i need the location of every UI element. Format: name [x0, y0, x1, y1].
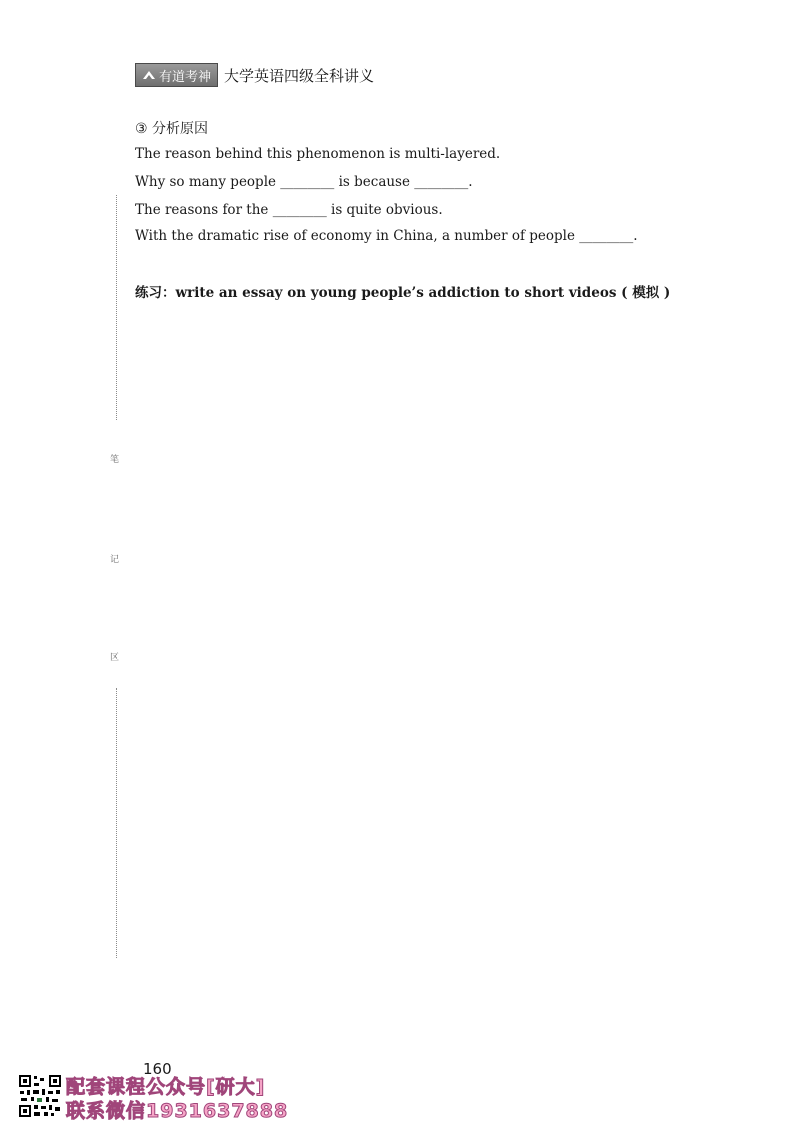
- margin-divider-bottom: [116, 688, 117, 958]
- watermark-line-1: 配套课程公众号[研大]: [66, 1076, 266, 1098]
- exercise-tag: 模拟: [632, 285, 660, 301]
- book-title: 大学英语四级全科讲义: [224, 66, 375, 85]
- brand-name: 有道考神: [159, 69, 212, 85]
- exercise-text: write an essay on young people’s addiction to short videos (: [175, 285, 633, 301]
- margin-note-3: 区: [110, 653, 120, 663]
- exercise-label: 练习：: [135, 285, 176, 301]
- page-number: 160: [143, 1060, 172, 1078]
- exercise-prompt: [135, 281, 670, 301]
- sentence-line-3: The reasons for the ________ is quite obvious.: [135, 202, 443, 218]
- margin-note-1: 笔: [110, 455, 120, 465]
- watermark-line-2: 联系微信1931637888: [66, 1100, 289, 1122]
- sentence-line-1: The reason behind this phenomenon is multi-layered.: [135, 146, 501, 162]
- exercise-close: ): [659, 285, 671, 301]
- book-icon: [142, 69, 156, 81]
- margin-divider-top: [116, 195, 117, 420]
- sentence-line-2: Why so many people ________ is because ________.: [135, 174, 473, 190]
- section-heading: ③ 分析原因: [135, 121, 209, 137]
- qr-code-icon: [18, 1074, 62, 1118]
- sentence-line-4: With the dramatic rise of economy in China, a number of people ________.: [135, 228, 638, 244]
- page-header: [135, 62, 374, 88]
- margin-note-2: 记: [110, 555, 120, 565]
- brand-logo: [135, 63, 218, 87]
